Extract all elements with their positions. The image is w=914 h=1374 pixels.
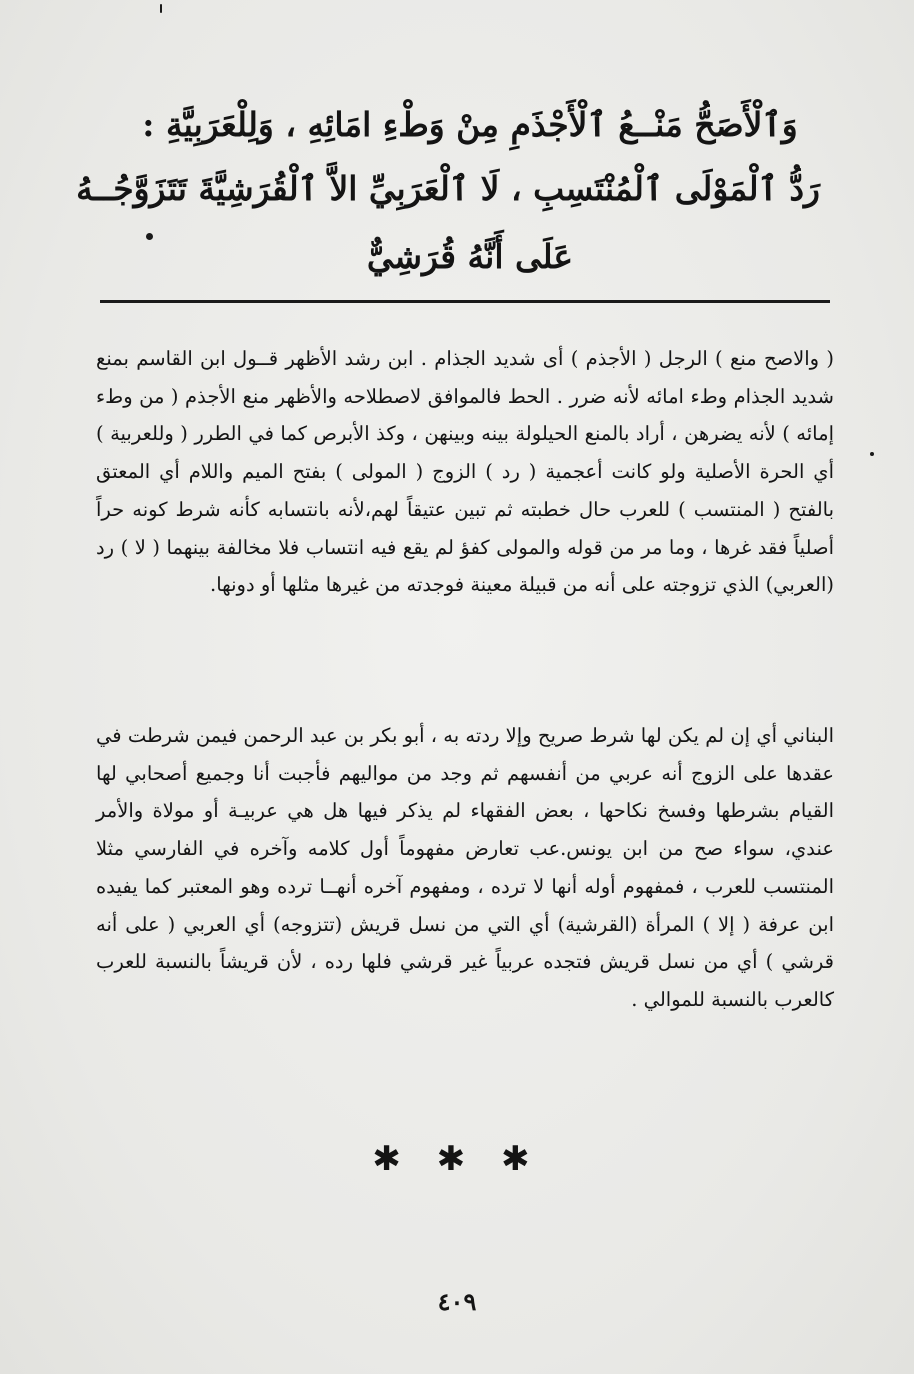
commentary-paragraph-1: ( والاصح منع ) الرجل ( الأجذم ) أى شديد الجذام . ابن رشد الأظهر قــول ابن القاسم بمنع شديد الجذام وطء امائه لأنه ضرر . الحط فالموافق لاصطلاحه والأظهر منع الأجذم ( من وطء إمائه ) لأنه يضرهن ، أراد بالمنع الحيلولة بينه وبينهن ، وكذ الأبرص كما في الطرر ( وللعربية ) أي الحرة الأصلية ولو كانت أعجمية ( رد ) الزوج ( المولى ) بفتح الميم واللام أي المعتق بالفتح ( المنتسب ) للعرب حال خطبته ثم تبين عتيقاً لهم،لأنه بانتسابه كأنه شرط كونه حراً أصلياً فقد غرها ، وما مر من قوله والمولى كفؤ لم يقع فيه انتساب فلا مخالفة بينهما ( لا ) رد (العربي) الذي تزوجته على أنه من قبيلة معينة فوجدته من غيرها مثلها أو دونها. [96,347,834,597]
asterism-separator: ✱ ✱ ✱ [372,1139,542,1179]
page-number: ٤٠٩ [437,1287,477,1316]
verse-line-2: رَدُّ ٱلْمَوْلَى ٱلْمُنْتَسِبِ ، لَا ٱلْعَرَبِيِّ الاَّ ٱلْقُرَشِيَّةَ تَتَزَوَّجُــهُ [76,169,820,208]
verse-line-1: وَٱلْأَصَحُّ مَنْــعُ ٱلْأَجْذَمِ مِنْ وَطْءِ امَائِهِ ، وَلِلْعَرَبِيَّةِ : [142,105,798,144]
ink-speck [146,233,153,240]
verse-line-3: عَلَى أَنَّهُ قُرَشِيٌّ [366,237,574,276]
commentary-paragraph-2: البناني أي إن لم يكن لها شرط صريح وإلا ردته به ، أبو بكر بن عبد الرحمن فيمن شرطت في عقدها على الزوج أنه عربي من أنفسهم ثم وجد من مواليهم فأجبت أنا وجميع أصحابي لها القيام بشرطها وفسخ نكاحها ، بعض الفقهاء لم يذكر فيها هل هي عربيـة أو مولاة والأمر عندي، سواء صح من ابن يونس.عب تعارض مفهوماً أول كلامه وآخره في الفارسي مثلا المنتسب للعرب ، فمفهوم أوله أنها لا ترده ، ومفهوم آخره أنهــا ترده وهو المعتبر كما يفيده ابن عرفة ( إلا ) المرأة (القرشية) أي التي من نسل قريش (تتزوجه) أي العربي ( على أنه قرشي ) أي من نسل قريش فتجده عربياً غير قرشي فلها رده ، لأن قريشاً بالنسبة للعرب كالعرب بالنسبة للموالي . [96,724,834,1011]
section-divider-rule [100,300,830,303]
ink-speck [870,452,874,456]
ink-speck [160,4,162,13]
